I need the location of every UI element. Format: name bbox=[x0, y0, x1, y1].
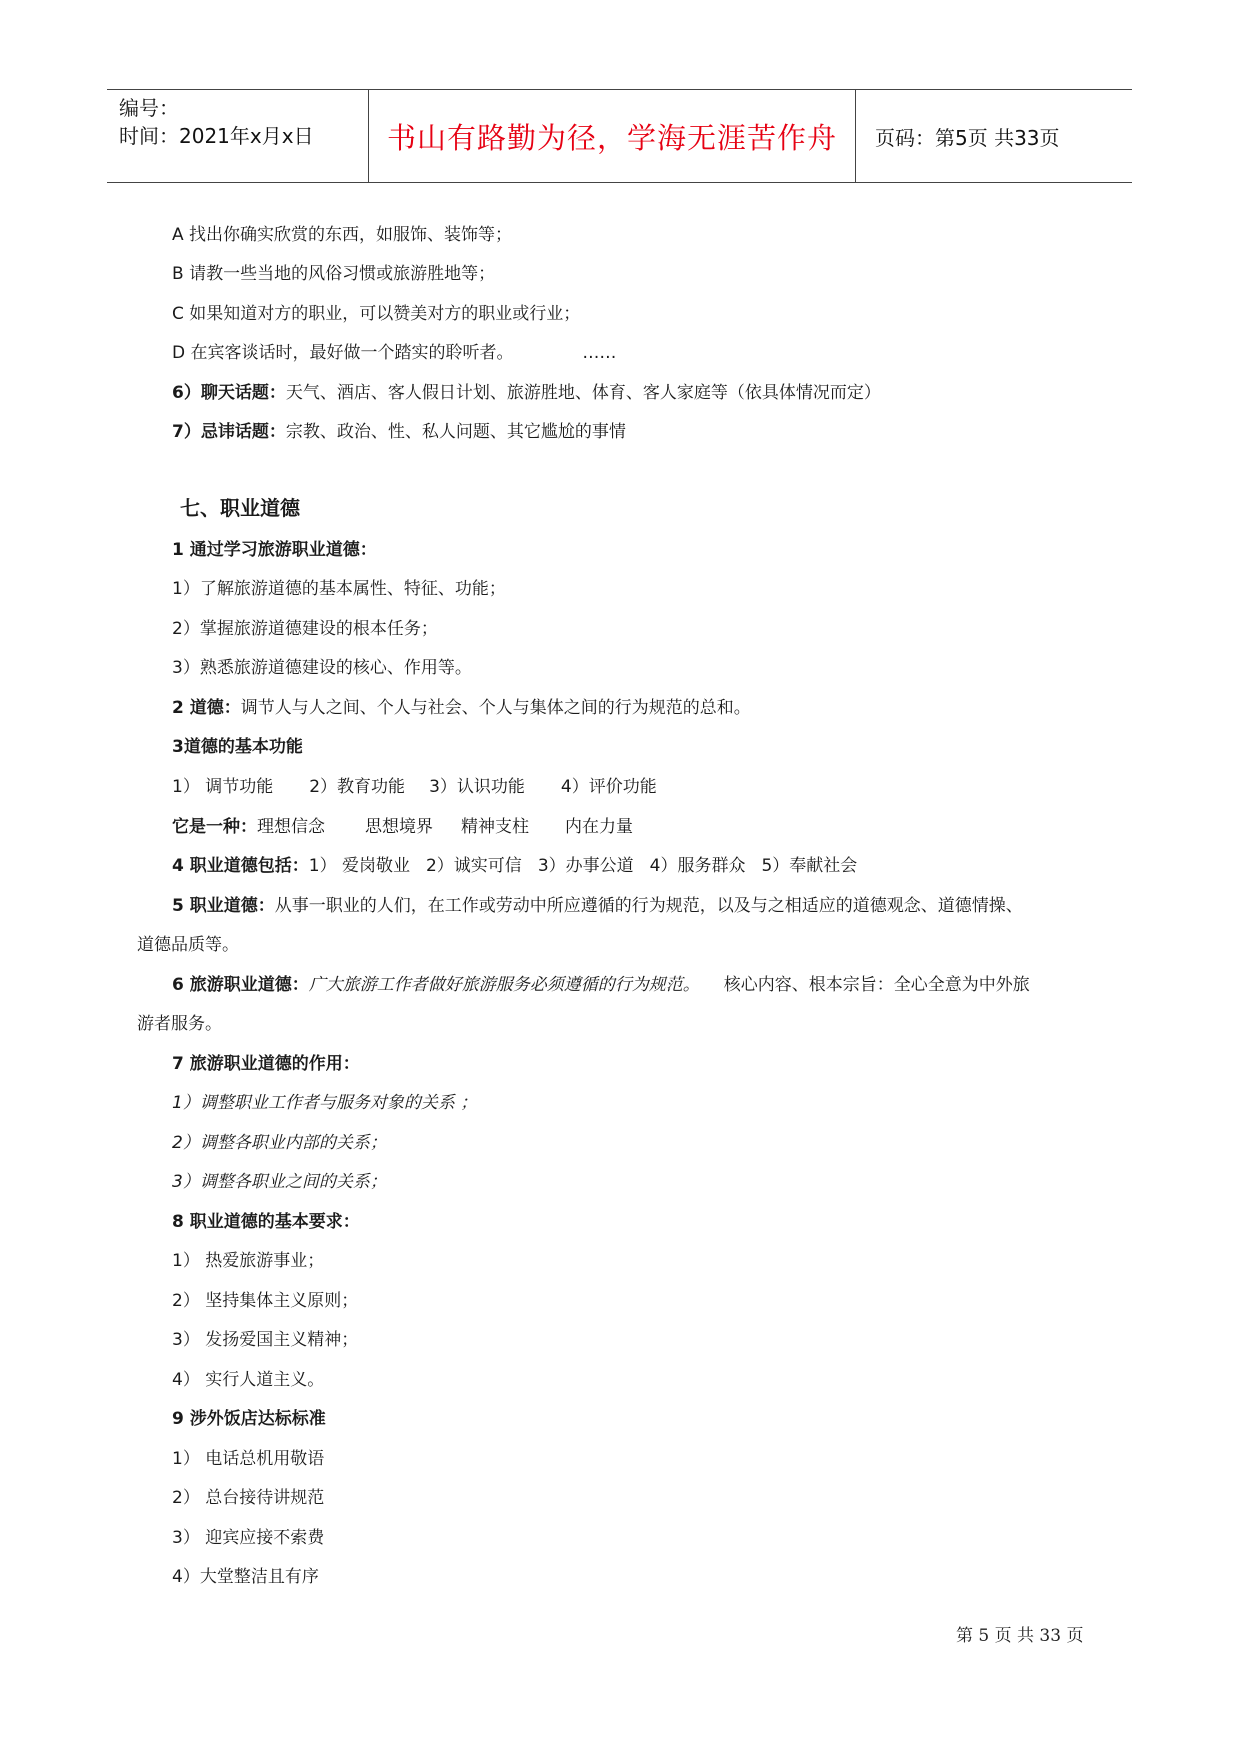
header-page-label: 页码：第5页 共33页 bbox=[875, 125, 1060, 150]
page-footer: 第 5 页 共 33 页 bbox=[956, 1626, 1084, 1646]
s8-item: 2） 坚持集体主义原则； bbox=[172, 1291, 359, 1311]
s5-line2: 道德品质等。 bbox=[137, 935, 239, 955]
tip-ellipsis: …… bbox=[582, 343, 617, 363]
s4-item: 5）奉献社会 bbox=[761, 856, 858, 876]
s2-text: 调节人与人之间、个人与社会、个人与集体之间的行为规范的总和。 bbox=[240, 698, 751, 718]
s7-item-text: 2）调整各职业内部的关系； bbox=[172, 1133, 387, 1153]
s4-line bbox=[172, 854, 857, 878]
s5-line1 bbox=[172, 894, 1023, 918]
s8-item: 3） 发扬爱国主义精神； bbox=[172, 1330, 359, 1350]
kind-item: 内在力量 bbox=[565, 817, 633, 837]
kind-item: 理想信念 bbox=[257, 817, 325, 837]
kind-label: 它是一种： bbox=[172, 817, 257, 837]
tip-c: C 如果知道对方的职业，可以赞美对方的职业或行业； bbox=[172, 304, 581, 324]
chat-topics-text: 天气、酒店、客人假日计划、旅游胜地、体育、客人家庭等（依具体情况而定） bbox=[285, 383, 881, 403]
s6-line2: 游者服务。 bbox=[137, 1014, 222, 1034]
s1-title-text: 1 通过学习旅游职业道德： bbox=[172, 540, 377, 560]
s9-item: 3） 迎宾应接不索费 bbox=[172, 1528, 325, 1548]
s1-item: 1）了解旅游道德的基本属性、特征、功能； bbox=[172, 579, 506, 599]
s3-title bbox=[172, 735, 303, 759]
s7-title bbox=[172, 1052, 360, 1076]
s3-items bbox=[172, 775, 657, 799]
section-heading: 七、职业道德 bbox=[180, 496, 300, 520]
s6-label: 6 旅游职业道德： bbox=[172, 975, 309, 995]
s3-item: 4）评价功能 bbox=[560, 777, 657, 797]
tip-d bbox=[172, 341, 616, 365]
s7-item bbox=[172, 1131, 387, 1155]
taboo-topics-label: 7）忌讳话题： bbox=[172, 422, 286, 442]
s8-title bbox=[172, 1210, 360, 1234]
tip-a: A 找出你确实欣赏的东西，如服饰、装饰等； bbox=[172, 225, 513, 245]
s9-item: 2） 总台接待讲规范 bbox=[172, 1488, 325, 1508]
taboo-topics-text: 宗教、政治、性、私人问题、其它尴尬的事情 bbox=[285, 422, 626, 442]
kind-item: 思想境界 bbox=[365, 817, 433, 837]
s7-item bbox=[172, 1091, 477, 1115]
s4-item: 3）办事公道 bbox=[537, 856, 634, 876]
tip-d-text: D 在宾客谈话时，最好做一个踏实的聆听者。 bbox=[172, 343, 514, 363]
s3-item: 1） 调节功能 bbox=[172, 777, 274, 797]
s9-item: 1） 电话总机用敬语 bbox=[172, 1449, 325, 1469]
s5-label: 5 职业道德： bbox=[172, 896, 275, 916]
s4-item: 1） 爱岗敬业 bbox=[308, 856, 410, 876]
s7-item bbox=[172, 1170, 387, 1194]
s6-line1 bbox=[172, 973, 1030, 997]
s2-label: 2 道德： bbox=[172, 698, 241, 718]
s8-item: 4） 实行人道主义。 bbox=[172, 1370, 325, 1390]
s4-item: 4）服务群众 bbox=[649, 856, 746, 876]
s9-item: 4）大堂整洁且有序 bbox=[172, 1567, 319, 1587]
s4-item: 2）诚实可信 bbox=[425, 856, 522, 876]
page-header bbox=[107, 89, 1132, 183]
s9-title-text: 9 涉外饭店达标标准 bbox=[172, 1409, 326, 1429]
tip-b: B 请教一些当地的风俗习惯或旅游胜地等； bbox=[172, 264, 496, 284]
s7-item-text: 3）调整各职业之间的关系； bbox=[172, 1172, 387, 1192]
header-time-label: 时间：2021年x月x日 bbox=[119, 124, 314, 148]
s7-title-text: 7 旅游职业道德的作用： bbox=[172, 1054, 360, 1074]
header-motto: 书山有路勤为径，学海无涯苦作舟 bbox=[386, 120, 837, 155]
s1-item: 3）熟悉旅游道德建设的核心、作用等。 bbox=[172, 658, 472, 678]
s8-title-text: 8 职业道德的基本要求： bbox=[172, 1212, 360, 1232]
s6-text: 核心内容、根本宗旨：全心全意为中外旅 bbox=[723, 975, 1030, 995]
s3-item: 3）认识功能 bbox=[429, 777, 525, 797]
chat-topics-label: 6）聊天话题： bbox=[172, 383, 286, 403]
header-divider bbox=[855, 90, 856, 182]
taboo-topics bbox=[172, 420, 626, 444]
kind-line bbox=[172, 815, 633, 839]
s3-title-text: 3道德的基本功能 bbox=[172, 737, 303, 757]
s9-title bbox=[172, 1407, 326, 1431]
header-meta bbox=[119, 94, 314, 150]
s4-label: 4 职业道德包括： bbox=[172, 856, 309, 876]
s8-item: 1） 热爱旅游事业； bbox=[172, 1251, 325, 1271]
s1-title bbox=[172, 538, 377, 562]
s1-item: 2）掌握旅游道德建设的根本任务； bbox=[172, 619, 438, 639]
header-number-label: 编号： bbox=[119, 96, 179, 120]
s3-item: 2）教育功能 bbox=[309, 777, 406, 797]
s5-text: 从事一职业的人们，在工作或劳动中所应遵循的行为规范，以及与之相适应的道德观念、道德情操、 bbox=[274, 896, 1023, 916]
s7-item-text: 1）调整职业工作者与服务对象的关系 ； bbox=[172, 1093, 478, 1113]
kind-item: 精神支柱 bbox=[461, 817, 529, 837]
chat-topics bbox=[172, 381, 881, 405]
s2-line bbox=[172, 696, 751, 720]
s6-italic: 广大旅游工作者做好旅游服务必须遵循的行为规范。 bbox=[308, 975, 700, 995]
